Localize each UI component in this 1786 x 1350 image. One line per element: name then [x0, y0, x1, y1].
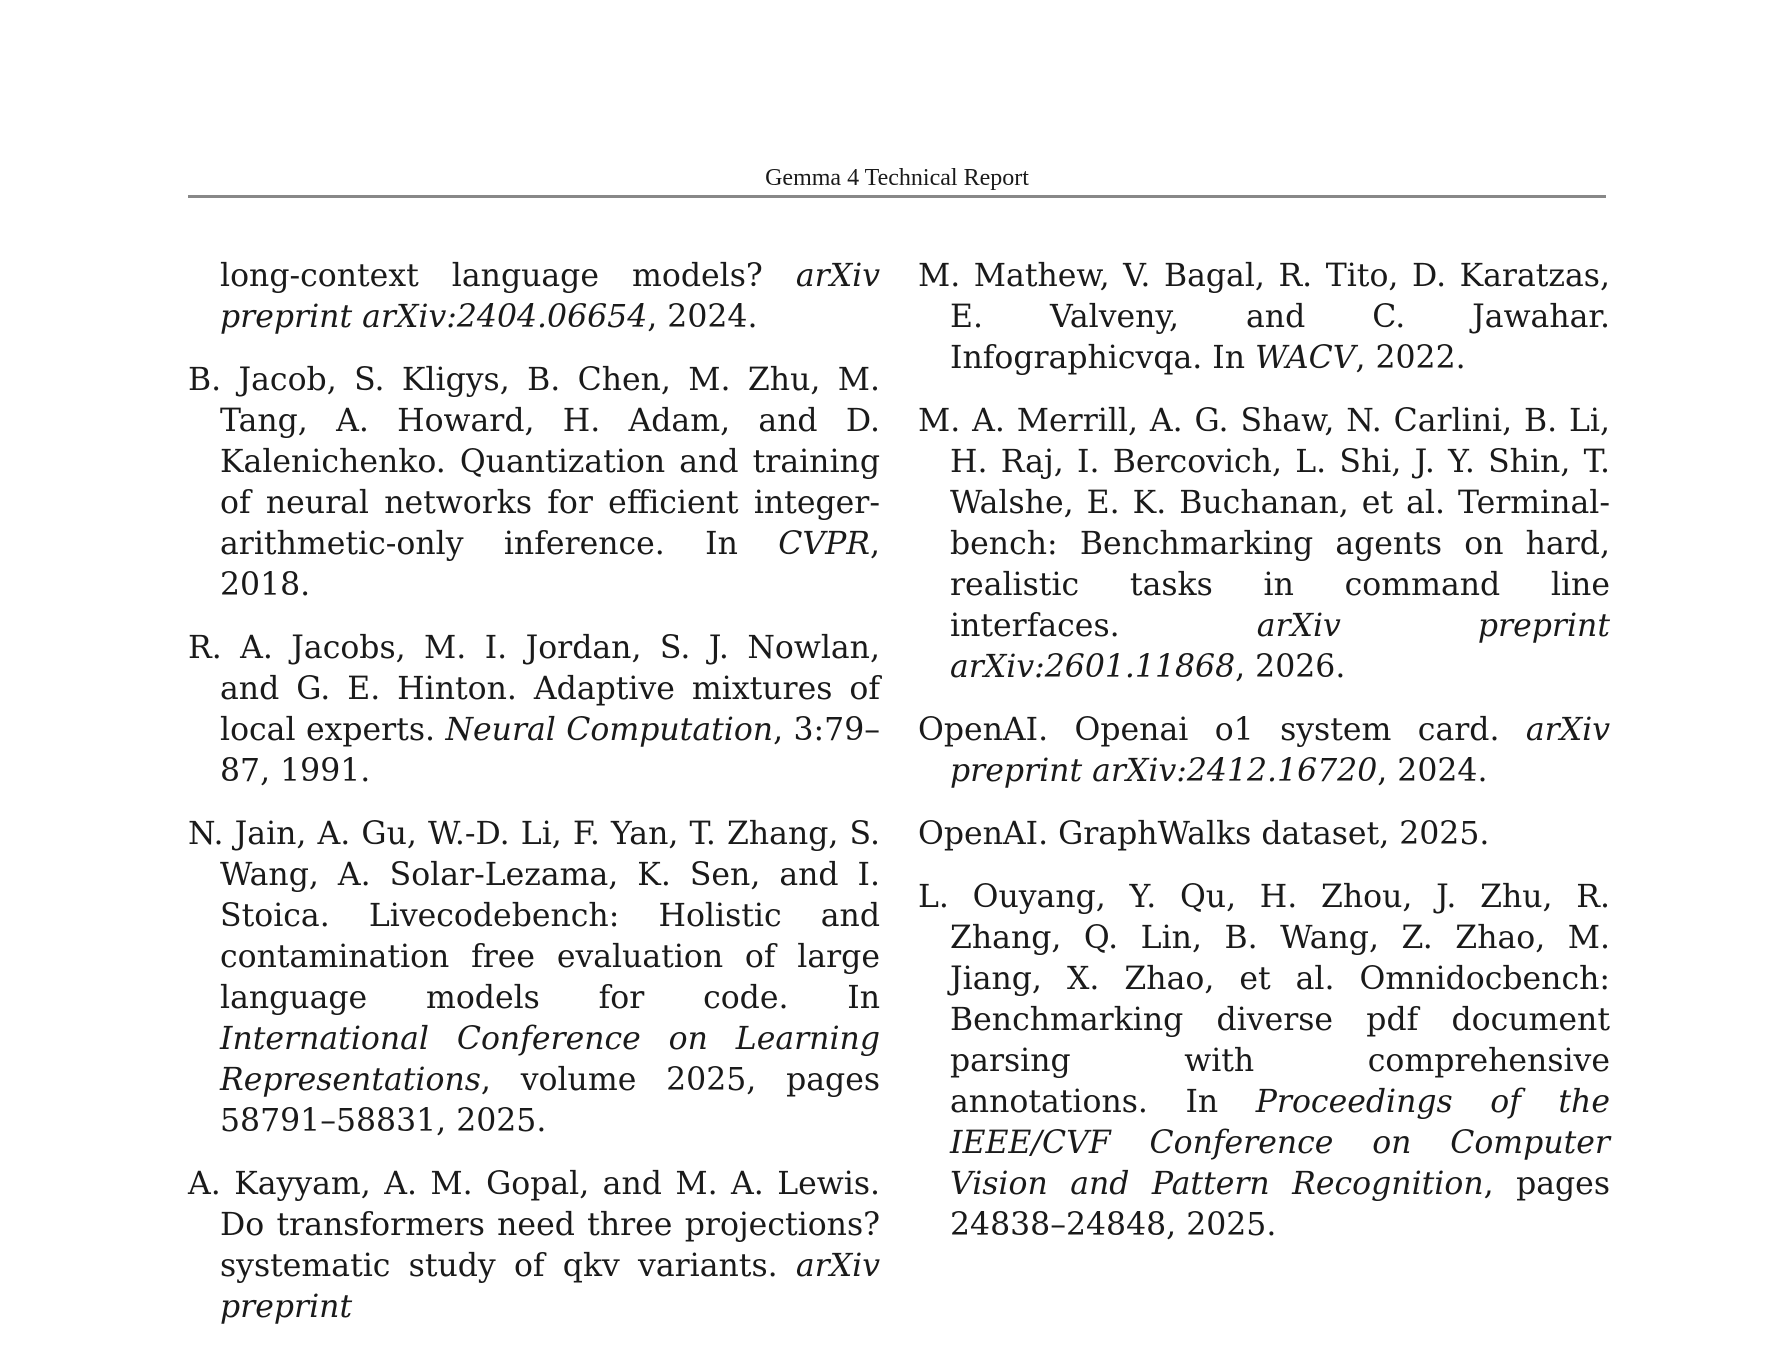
reference-text: N. Jain, A. Gu, W.-D. Li, F. Yan, T. Zhang, S. Wang, A. Solar-Lezama, K. Sen, and I. Stoica. Livecodebench: Holistic and contamination free evaluation of large language models for code. In: [188, 816, 880, 1016]
reference-text: L. Ouyang, Y. Qu, H. Zhou, J. Zhu, R. Zhang, Q. Lin, B. Wang, Z. Zhao, M. Jiang, X. Zhao, et al. Omnidocbench: Benchmarking diverse pdf document parsing with comprehensive annotations. In: [918, 879, 1610, 1120]
running-header: Gemma 4 Technical Report: [765, 165, 1029, 191]
reference-venue: WACV: [1255, 340, 1356, 376]
reference-entry: [188, 256, 880, 338]
reference-venue: CVPR: [778, 526, 870, 562]
reference-text: OpenAI. Openai o1 system card.: [918, 712, 1526, 748]
reference-text: B. Jacob, S. Kligys, B. Chen, M. Zhu, M. Tang, A. Howard, H. Adam, and D. Kalenichenko. Quantization and training of neural networks for efficient integer-arithmetic-only inference. In: [188, 362, 880, 562]
reference-text: M. A. Merrill, A. G. Shaw, N. Carlini, B. Li, H. Raj, I. Bercovich, L. Shi, J. Y. Shin, T. Walshe, E. K. Buchanan, et al. Terminal-bench: Benchmarking agents on hard, realistic tasks in command line interfaces.: [918, 403, 1610, 644]
reference-venue: arXiv preprint arXiv:2412.16720: [950, 712, 1610, 789]
reference-entry: [918, 814, 1610, 855]
reference-entry: [188, 628, 880, 792]
reference-venue: arXiv preprint arXiv:2404.06654: [220, 258, 880, 335]
references-left-column: [188, 256, 880, 1350]
reference-venue: arXiv preprint: [220, 1248, 880, 1325]
reference-venue: Neural Computation: [445, 712, 774, 748]
reference-tail: , 3:79–87, 1991.: [220, 712, 881, 789]
reference-venue: International Conference on Learning Representations: [220, 1021, 880, 1098]
reference-text: M. Mathew, V. Bagal, R. Tito, D. Karatzas, E. Valveny, and C. Jawahar. Infographicvqa. In: [918, 258, 1610, 376]
reference-entry: [918, 401, 1610, 688]
reference-text: long-context language models?: [220, 258, 796, 294]
reference-tail: , 2024.: [647, 299, 758, 335]
reference-venue: arXiv preprint arXiv:2601.11868: [950, 608, 1610, 685]
reference-text: A. Kayyam, A. M. Gopal, and M. A. Lewis. Do transformers need three projections? systematic study of qkv variants.: [188, 1166, 880, 1284]
reference-tail: , 2026.: [1235, 649, 1346, 685]
references-right-column: [918, 256, 1610, 1268]
reference-tail: , pages 24838–24848, 2025.: [950, 1166, 1610, 1243]
reference-tail: , 2024.: [1377, 753, 1488, 789]
reference-entry: [188, 814, 880, 1142]
header-rule: [188, 195, 1606, 198]
reference-entry: [918, 710, 1610, 792]
reference-text: OpenAI. GraphWalks dataset, 2025.: [918, 816, 1490, 852]
reference-entry: [918, 256, 1610, 379]
reference-entry: [918, 877, 1610, 1246]
reference-tail: , volume 2025, pages 58791–58831, 2025.: [220, 1062, 880, 1139]
reference-text: R. A. Jacobs, M. I. Jordan, S. J. Nowlan, and G. E. Hinton. Adaptive mixtures of local experts.: [188, 630, 880, 748]
reference-entry: [188, 360, 880, 606]
reference-tail: , 2018.: [220, 526, 880, 603]
reference-tail: , 2022.: [1355, 340, 1466, 376]
reference-venue: Proceedings of the IEEE/CVF Conference on Computer Vision and Pattern Recognition: [950, 1084, 1610, 1202]
reference-entry: [188, 1164, 880, 1328]
